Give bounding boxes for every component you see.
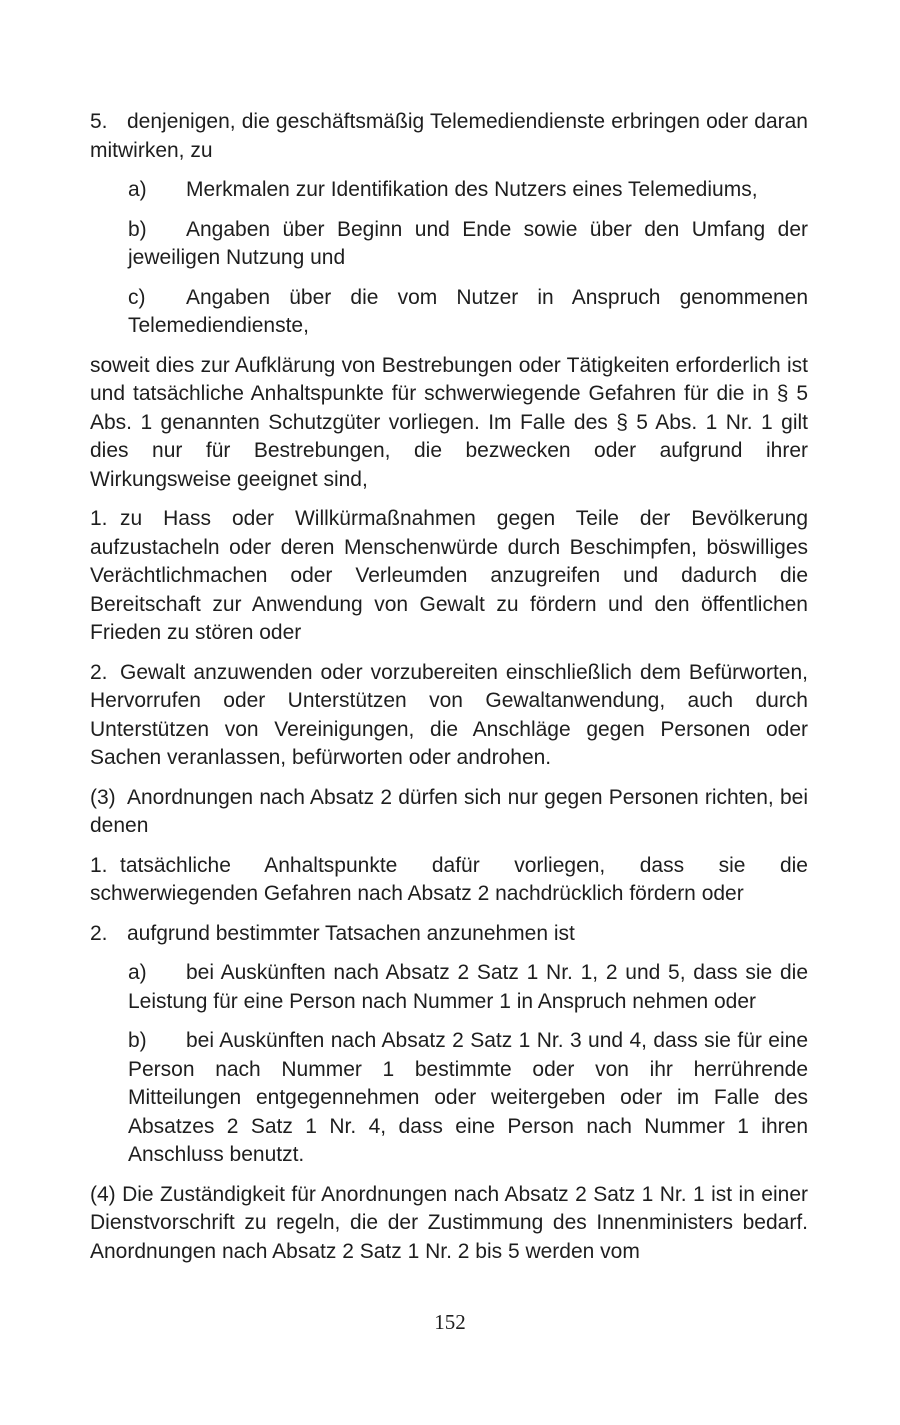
paragraph-item-1-hass (90, 505, 808, 648)
paragraph-item-5 (90, 108, 808, 165)
page-number: 152 (434, 1310, 466, 1334)
sub-item-text: bei Auskünften nach Absatz 2 Satz 1 Nr. 1, 2 und 5, dass sie die Leistung für eine Person nach Nummer 1 in Anspruch nehmen oder (128, 961, 808, 1013)
item-text: Anordnungen nach Absatz 2 dürfen sich nur gegen Personen richten, bei denen (90, 785, 808, 837)
item-number: 1. (90, 853, 108, 877)
paragraph-soweit: soweit dies zur Aufklärung von Bestrebungen oder Tätigkeiten erforderlich ist und tatsächliche Anhaltspunkte für schwerwiegende Gefahren für die in § 5 Abs. 1 genannten Schutzgüter vorliegen. Im Falle des § 5 Abs. 1 Nr. 1 gilt dies nur für Bestrebungen, die bezwecken oder aufgrund ihrer Wirkungsweise geeignet sind, (90, 353, 808, 491)
item-number: 1. (90, 507, 108, 530)
sub-item-text: Merkmalen zur Identifikation des Nutzers eines Telemediums, (186, 178, 758, 201)
sub-item-a (128, 176, 808, 205)
item-number: 5. (90, 110, 108, 133)
sub-item-text: Angaben über Beginn und Ende sowie über den Umfang der jeweiligen Nutzung und (128, 217, 808, 269)
paragraph-item-2-tatsachen (90, 920, 808, 949)
sub-item-letter: a) (128, 961, 147, 984)
sub-item-text: Angaben über die vom Nutzer in Anspruch genommenen Telemediendienste, (128, 285, 808, 337)
sub-item-letter: b) (128, 1029, 147, 1052)
item-number: 2. (90, 921, 108, 945)
sub-item-letter: b) (128, 217, 147, 241)
sub-item-letter: c) (128, 285, 146, 309)
sub-item-c (128, 284, 808, 341)
item-text: aufgrund bestimmter Tatsachen anzunehmen ist (127, 921, 575, 945)
paragraph-item-1-anhaltspunkte (90, 852, 808, 909)
item-number: 2. (90, 660, 108, 684)
item-text: zu Hass oder Willkürmaßnahmen gegen Teile der Bevölkerung aufzustacheln oder deren Menschenwürde durch Beschimpfen, böswilliges Verächtlichmachen oder Verleumden anzugreifen und dadurch die Bereitschaft zur Anwendung von Gewalt zu fördern und den öffentlichen Frieden zu stören oder (90, 507, 808, 644)
paragraph-absatz-4: (4) Die Zuständigkeit für Anordnungen nach Absatz 2 Satz 1 Nr. 1 ist in einer Dienstvorschrift zu regeln, die der Zustimmung des Innenministers bedarf. Anordnungen nach Absatz 2 Satz 1 Nr. 2 bis 5 werden vom (90, 1182, 808, 1263)
paragraph-absatz-3 (90, 784, 808, 841)
sub-item-b (128, 216, 808, 273)
sub-item-a-auskuenfte (128, 959, 808, 1016)
page-body (90, 108, 808, 1266)
sub-item-letter: a) (128, 178, 147, 201)
sub-item-text: bei Auskünften nach Absatz 2 Satz 1 Nr. 3 und 4, dass sie für eine Person nach Nummer 1 bestimmte oder von ihr herrührende Mitteilungen entgegennehmen oder weitergeben oder im Falle des Absatzes 2 Satz 1 Nr. 4, dass eine Person nach Nummer 1 ihren Anschluss benutzt. (128, 1029, 808, 1166)
item-text: denjenigen, die geschäftsmäßig Telemediendienste erbringen oder daran mitwirken, zu (90, 110, 808, 162)
paragraph-item-2-gewalt (90, 659, 808, 773)
sub-item-b-auskuenfte (128, 1027, 808, 1170)
item-text: Gewalt anzuwenden oder vorzubereiten einschließlich dem Befürworten, Hervorrufen oder Unterstützen von Gewaltanwendung, auch durch Unterstützen von Vereinigungen, die Anschläge gegen Personen oder Sachen veranlassen, befürworten oder androhen. (90, 660, 808, 769)
item-text: tatsächliche Anhaltspunkte dafür vorliegen, dass sie die schwerwiegenden Gefahren nach Absatz 2 nachdrücklich fördern oder (90, 853, 808, 905)
item-number: (3) (90, 785, 116, 809)
